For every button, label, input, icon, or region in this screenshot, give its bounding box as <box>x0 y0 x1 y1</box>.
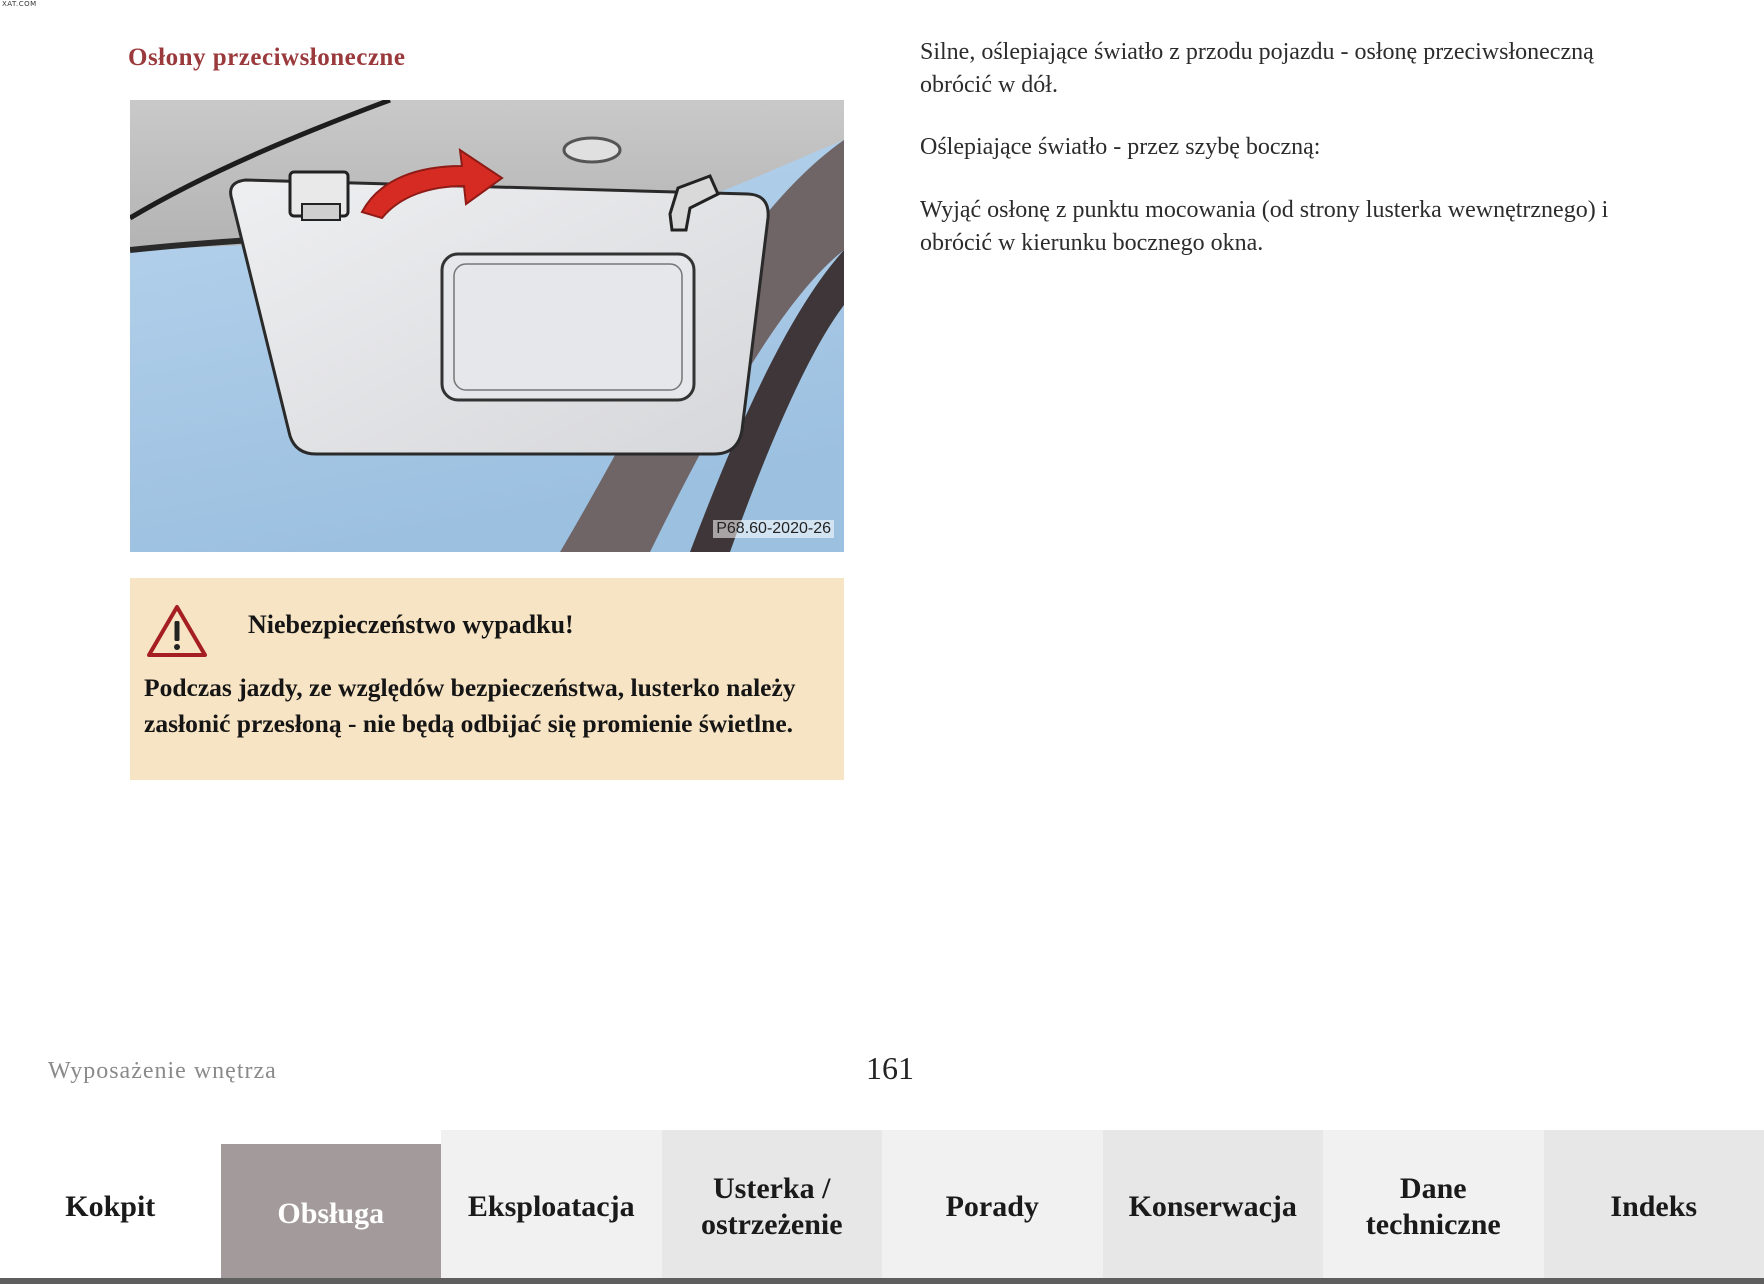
figure-code: P68.60-2020-26 <box>713 520 834 538</box>
nav-tab-usterka[interactable]: Usterka / ostrzeżenie <box>662 1130 883 1284</box>
nav-tab-indeks[interactable]: Indeks <box>1544 1130 1764 1284</box>
instructions <box>920 36 1640 289</box>
chapter-navigation <box>0 1130 1764 1284</box>
reading-light <box>564 138 620 162</box>
page-number: 161 <box>866 1050 914 1086</box>
nav-tab-porady[interactable]: Porady <box>882 1130 1103 1284</box>
watermark: XAT.COM <box>2 0 37 8</box>
sun-visor-drawing <box>130 100 844 552</box>
nav-tab-konserwacja[interactable]: Konserwacja <box>1103 1130 1324 1284</box>
warning-title: Niebezpieczeństwo wypadku! <box>248 610 574 639</box>
nav-tab-eksploatacja[interactable]: Eksploatacja <box>441 1130 662 1284</box>
footer-section-name: Wyposażenie wnętrza <box>48 1058 277 1084</box>
vanity-mirror-cover <box>442 254 694 400</box>
nav-bottom-rule <box>0 1278 1764 1284</box>
sun-visor-illustration <box>130 100 844 552</box>
section-title: Osłony przeciwsłoneczne <box>128 44 406 71</box>
warning-triangle-icon <box>146 604 208 658</box>
instruction-paragraph: Silne, oślepiające światło z przodu pojazdu - osłonę przeciwsłoneczną obrócić w dół. <box>920 39 1594 98</box>
nav-tab-obsluga[interactable]: Obsługa <box>221 1144 442 1284</box>
instruction-paragraph: Oślepiające światło - przez szybę boczną: <box>920 134 1321 161</box>
instruction-paragraph: Wyjąć osłonę z punktu mocowania (od strony lusterka wewnętrznego) i obrócić w kierunku bocznego okna. <box>920 196 1609 256</box>
warning-box <box>130 578 844 780</box>
nav-tab-kokpit[interactable]: Kokpit <box>0 1130 221 1284</box>
nav-tab-dane-techniczne[interactable]: Dane techniczne <box>1323 1130 1544 1284</box>
warning-body: Podczas jazdy, ze względów bezpieczeństwa, lusterko należy zasłonić przesłoną - nie będą odbijać się promienie świetlne. <box>144 673 796 738</box>
